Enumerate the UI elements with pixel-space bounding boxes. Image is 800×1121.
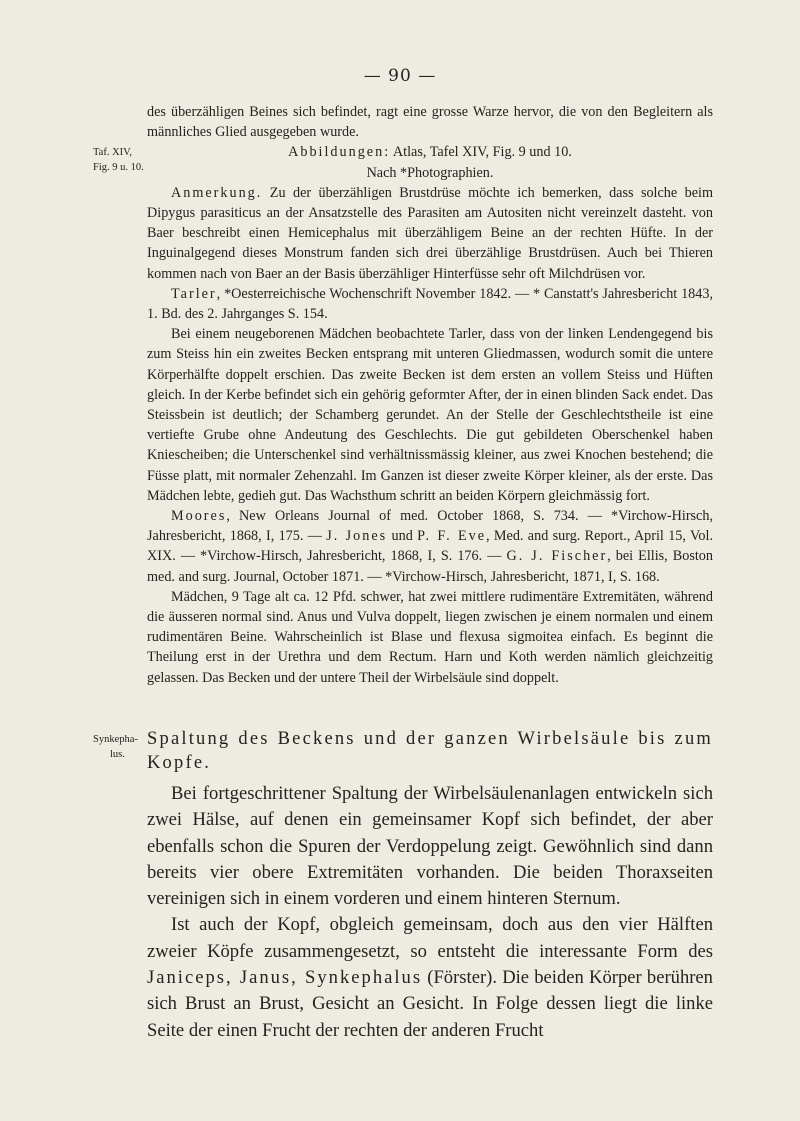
reference-text-1: , New Orleans Journal of med. October 1868, S. 734. — *Virchow-Hirsch, Jahresbericht, 1868, I, 175. — bbox=[147, 508, 713, 545]
photo-source-line: Nach *Photographien. bbox=[366, 164, 494, 181]
section-heading: Spaltung des Beckens und der ganzen Wirbelsäule bis zum Kopfe. bbox=[147, 729, 713, 773]
paragraph-girl-case: Mädchen, 9 Tage alt ca. 12 Pfd. schwer, hat zwei mittlere rudimentäre Extremitäten, während die äusseren normal sind. Anus und Vulva doppelt, liegen zwischen je einem normalen und einem rudimentären Beine. Wahrscheinlich ist Blase und flexusa sigmoitea einfach. Es beginnt die Theilung erst in der Urethra und dem Rectum. Harn und Koth werden nämlich gleichzeitig gelassen. Das Becken und der untere Theil der Wirbelsäule sind doppelt. bbox=[147, 588, 713, 686]
paragraph-intro: des überzähligen Beines sich befindet, ragt eine grosse Warze hervor, die von den Begleitern als männliches Glied ausgegeben wurde. bbox=[147, 104, 713, 141]
reference-author-eve: P. F. Eve bbox=[417, 528, 487, 545]
large-text-block bbox=[147, 727, 713, 1044]
janiceps-text-a: Ist auch der Kopf, obgleich gemeinsam, doch aus den vier Hälften zweier Köpfe zusammengesetzt, so entsteht die interessante Form des bbox=[147, 914, 713, 962]
margin-note-synkephalus: Synkepha- bbox=[93, 734, 138, 745]
note-label: Anmerkung. bbox=[171, 184, 263, 201]
reference-author-tarler: Tarler bbox=[171, 285, 217, 302]
paragraph-tarler-case: Bei einem neugeborenen Mädchen beobachtete Tarler, dass von der linken Lendengegend bis zum Steiss hin ein zweites Becken entsprang mit unteren Gliedmassen, wodurch somit die untere Körperhälfte doppelt erschien. Das zweite Becken ist dem ersten an vollem Steiss und Hüften gleich. In der Kerbe befindet sich ein gehörig geformter After, der in einen blinden Sack endet. Das Steissbein ist deutlich; der Schamberg gerundet. An der Stelle der Geschlechtstheile ist eine vertiefte Grube ohne Andeutung des Geschlechts. Die gut gebildeten Oberschenkel haben Kniescheiben; die Unterschenkel sind verhältnissmässig kleiner, aus zwei Knochen bestehend; die Füsse platt, mit normaler Zehenzahl. Im Ganzen ist dieser zweite Körper kleiner, als der erste. Das Mädchen lebte, gedieh gut. Das Wachsthum schritt an beiden Körpern gleichmässig fort. bbox=[147, 326, 713, 504]
reference-author-fischer: G. J. Fischer bbox=[506, 548, 608, 565]
paragraph-spaltung: Bei fortgeschrittener Spaltung der Wirbelsäulenanlagen entwickeln sich zwei Hälse, auf denen ein gemeinsamer Kopf sich befindet, der aber ebenfalls schon die Spuren der Verdoppelung zeigt. Gewöhnlich sind dann bereits vier obere Extremitäten vorhanden. Die beiden Thoraxseiten vereinigen sich in einem vorderen und einem hinteren Sternum. bbox=[147, 783, 713, 910]
reference-text-3: , Med. and surg. Report., April 15, Vol. XIX. — *Virchow-Hirsch, Jahresbericht, 1868, I, S. 176. — bbox=[147, 528, 714, 565]
paragraph-janiceps bbox=[147, 912, 713, 1043]
reference-author-moores: Moores bbox=[171, 508, 227, 525]
reference-text-tarler: , *Oesterreichische Wochenschrift November 1842. — * Canstatt's Jahresbericht 1843, 1. Bd. des 2. Jahrganges S. 154. bbox=[147, 285, 713, 323]
reference-author-jones: J. Jones bbox=[326, 528, 388, 545]
figures-line bbox=[147, 142, 713, 162]
reference-text-2: und bbox=[387, 528, 418, 545]
figures-text: Atlas, Tafel XIV, Fig. 9 und 10. bbox=[390, 144, 572, 161]
small-text-block bbox=[147, 102, 713, 688]
margin-note-plate: Taf. XIV, bbox=[93, 147, 133, 158]
page-number: — 90 — bbox=[363, 66, 437, 86]
large-paragraphs bbox=[147, 781, 713, 1044]
reference-tarler bbox=[147, 284, 713, 324]
paragraph-note bbox=[147, 183, 713, 284]
note-text: Zu der überzähligen Brustdrüse möchte ich bemerken, dass solche beim Dipygus parasiticus an der Ansatzstelle des Parasiten am Autositen nicht vereinzelt dasteht. von Baer beschreibt einen Hemicephalus mit überzähligem Beine an der rechten Hüfte. In der Inguinalgegend dieses Monstrum fanden sich drei überzählige Brustdrüsen. Auch bei Thieren kommen nach von Baer an der Basis überzähliger Hinterfüsse sehr oft Milchdrüsen vor. bbox=[147, 184, 713, 282]
reference-text-4: , bei Ellis, Boston med. and surg. Journal, October 1871. — *Virchow-Hirsch, Jahresbericht, 1871, I, S. 168. bbox=[147, 548, 713, 585]
janiceps-text-b: (Förster). Die beiden Körper berühren sich Brust an Brust, Gesicht an Gesicht. In Folge dessen liegt die linke Seite der einen Frucht der rechten der anderen Frucht bbox=[147, 967, 713, 1041]
margin-note-figure: Fig. 9 u. 10. bbox=[93, 162, 144, 173]
margin-note-synkephalus-cont: lus. bbox=[110, 749, 125, 760]
reference-moores bbox=[147, 506, 713, 587]
janiceps-names: Janiceps, Janus, Synkephalus bbox=[147, 967, 423, 989]
figures-label: Abbildungen: bbox=[288, 144, 391, 161]
